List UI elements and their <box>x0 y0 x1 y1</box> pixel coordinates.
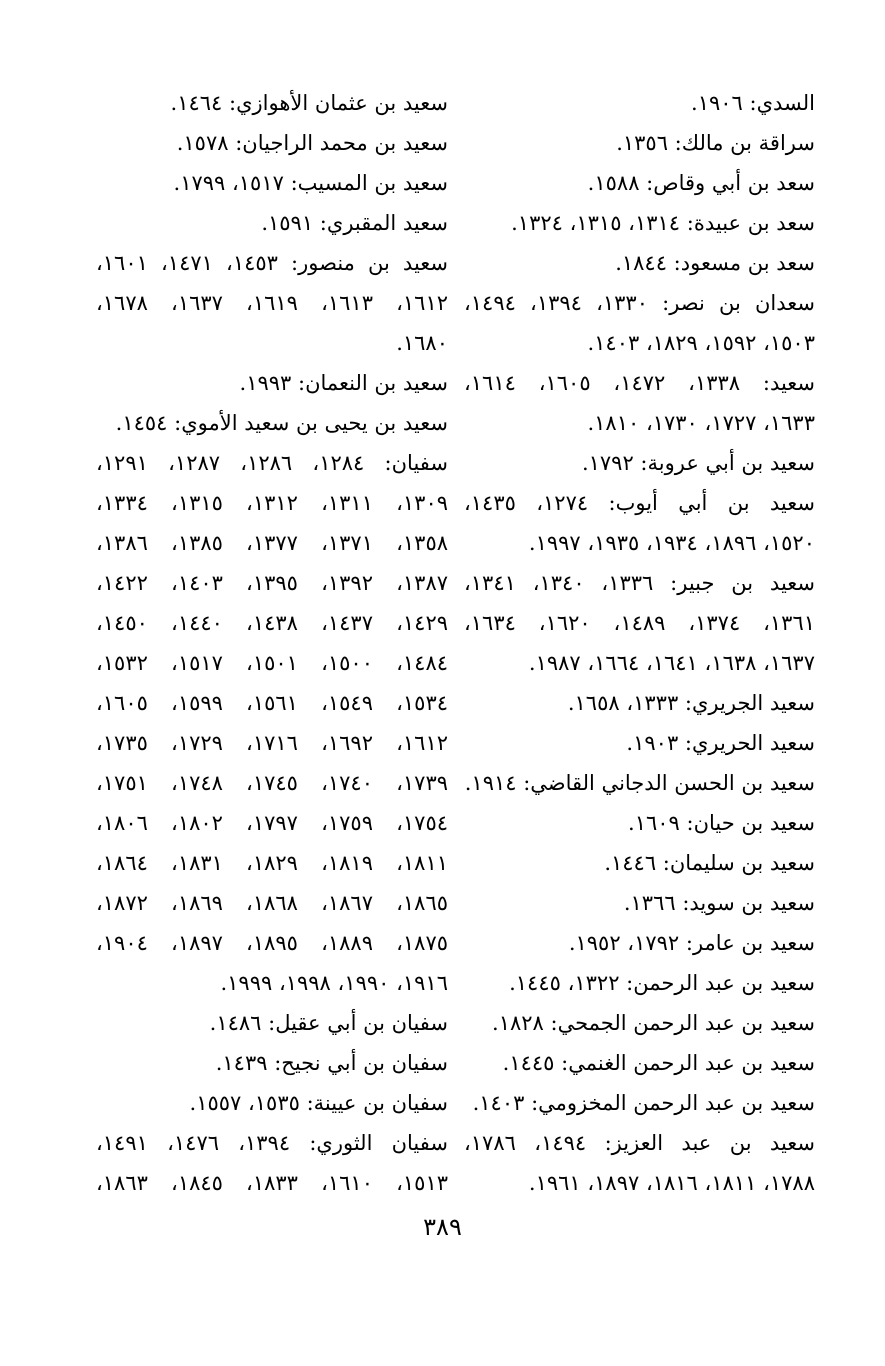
index-entry-line: سعيد بن عبد الرحمن الجمحي: ١٨٢٨. <box>492 1011 815 1035</box>
index-entry-line: سعيد بن عبد الرحمن الغنمي: ١٤٤٥. <box>502 1051 815 1075</box>
index-entry-line: سعيد بن يحيى بن سعيد الأموي: ١٤٥٤. <box>115 411 448 435</box>
index-entry-line: سعيد بن أبي عروبة: ١٧٩٢. <box>581 451 815 475</box>
index-entry-line: سفيان بن أبي عقيل: ١٤٨٦. <box>209 1011 448 1035</box>
index-entry-line: ١٥٢٠، ١٨٩٦، ١٩٣٤، ١٩٣٥، ١٩٩٧. <box>528 531 815 555</box>
index-entry-line: سعيد بن محمد الراجيان: ١٥٧٨. <box>176 131 448 155</box>
index-entry-line: سعيد بن أبي أيوب: ١٢٧٤، ١٤٣٥، <box>464 491 815 515</box>
index-entry-line: سعيد بن عبد العزيز: ١٤٩٤، ١٧٨٦، <box>464 1131 815 1155</box>
index-entry-line: ١٦١٢، ١٦١٣، ١٦١٩، ١٦٣٧، ١٦٧٨، <box>96 291 448 315</box>
index-entry-line: سعيد: ١٣٣٨، ١٤٧٢، ١٦٠٥، ١٦١٤، <box>464 371 815 395</box>
index-entry-line: سفيان الثوري: ١٣٩٤، ١٤٧٦، ١٤٩١، <box>96 1131 448 1155</box>
index-entry-line: سعيد بن عثمان الأهوازي: ١٤٦٤. <box>170 91 448 115</box>
index-entry-line: ١٤٨٤، ١٥٠٠، ١٥٠١، ١٥١٧، ١٥٣٢، <box>96 651 448 675</box>
index-entry-line: سعيد بن جبير: ١٣٣٦، ١٣٤٠، ١٣٤١، <box>464 571 815 595</box>
index-entry-line: ١٥٠٣، ١٥٩٢، ١٨٢٩، ١٤٠٣. <box>587 331 815 355</box>
index-entry-line: ١٤٢٩، ١٤٣٧، ١٤٣٨، ١٤٤٠، ١٤٥٠، <box>96 611 448 635</box>
index-entry-line: ١٦٨٠. <box>396 331 448 355</box>
index-entry-line: ١٧٥٤، ١٧٥٩، ١٧٩٧، ١٨٠٢، ١٨٠٦، <box>96 811 448 835</box>
index-entry-line: ١٨٦٥، ١٨٦٧، ١٨٦٨، ١٨٦٩، ١٨٧٢، <box>96 891 448 915</box>
index-entry-line: ١٦٣٣، ١٧٢٧، ١٧٣٠، ١٨١٠. <box>587 411 815 435</box>
index-entry-line: سعيد بن عبد الرحمن: ١٣٢٢، ١٤٤٥. <box>509 971 815 995</box>
index-entry-line: ١٣٠٩، ١٣١١، ١٣١٢، ١٣١٥، ١٣٣٤، <box>96 491 448 515</box>
index-entry-line: ١٦٣٧، ١٦٣٨، ١٦٤١، ١٦٦٤، ١٩٨٧. <box>528 651 815 675</box>
index-entry-line: ١٨١١، ١٨١٩، ١٨٢٩، ١٨٣١، ١٨٦٤، <box>96 851 448 875</box>
index-entry-line: سعيد بن حيان: ١٦٠٩. <box>628 811 815 835</box>
index-column-right <box>464 83 815 1203</box>
index-entry-line: سعيد بن المسيب: ١٥١٧، ١٧٩٩. <box>173 171 448 195</box>
index-entry-line: سعد بن مسعود: ١٨٤٤. <box>615 251 815 275</box>
index-entry-line: سعيد بن سويد: ١٣٦٦. <box>623 891 815 915</box>
index-entry-line: ١٣٥٨، ١٣٧١، ١٣٧٧، ١٣٨٥، ١٣٨٦، <box>96 531 448 555</box>
index-entry-line: ١٨٧٥، ١٨٨٩، ١٨٩٥، ١٨٩٧، ١٩٠٤، <box>96 931 448 955</box>
index-entry-line: سعيد المقبري: ١٥٩١. <box>261 211 448 235</box>
page-number: ٣٨٩ <box>423 1213 462 1241</box>
index-entry-line: سعيد بن الحسن الدجاني القاضي: ١٩١٤. <box>464 771 815 795</box>
index-entry-line: سعيد بن منصور: ١٤٥٣، ١٤٧١، ١٦٠١، <box>96 251 448 275</box>
index-entry-line: سعيد بن سليمان: ١٤٤٦. <box>604 851 815 875</box>
index-entry-line: سفيان بن أبي نجيح: ١٤٣٩. <box>215 1051 448 1075</box>
index-entry-line: سعد بن أبي وقاص: ١٥٨٨. <box>587 171 815 195</box>
index-entry-line: سعيد الجريري: ١٣٣٣، ١٦٥٨. <box>567 691 815 715</box>
index-entry-line: سعيد بن عامر: ١٧٩٢، ١٩٥٢. <box>568 931 815 955</box>
index-entry-line: سعيد الحريري: ١٩٠٣. <box>626 731 815 755</box>
index-entry-line: سفيان بن عيينة: ١٥٣٥، ١٥٥٧. <box>189 1091 448 1115</box>
index-column-left <box>96 83 448 1203</box>
index-entry-line: ١٦١٢، ١٦٩٢، ١٧١٦، ١٧٢٩، ١٧٣٥، <box>96 731 448 755</box>
index-entry-line: ١٩١٦، ١٩٩٠، ١٩٩٨، ١٩٩٩. <box>220 971 448 995</box>
index-entry-line: سعدان بن نصر: ١٣٣٠، ١٣٩٤، ١٤٩٤، <box>464 291 815 315</box>
index-entry-line: ١٧٨٨، ١٨١١، ١٨١٦، ١٨٩٧، ١٩٦١. <box>528 1171 815 1195</box>
index-entry-line: ١٥٣٤، ١٥٤٩، ١٥٦١، ١٥٩٩، ١٦٠٥، <box>96 691 448 715</box>
index-entry-line: ١٧٣٩، ١٧٤٠، ١٧٤٥، ١٧٤٨، ١٧٥١، <box>96 771 448 795</box>
index-entry-line: سعد بن عبيدة: ١٣١٤، ١٣١٥، ١٣٢٤. <box>511 211 815 235</box>
index-entry-line: سراقة بن مالك: ١٣٥٦. <box>616 131 815 155</box>
index-entry-line: سفيان: ١٢٨٤، ١٢٨٦، ١٢٨٧، ١٢٩١، <box>96 451 448 475</box>
index-entry-line: ١٣٦١، ١٣٧٤، ١٤٨٩، ١٦٢٠، ١٦٣٤، <box>464 611 815 635</box>
index-entry-line: ١٣٨٧، ١٣٩٢، ١٣٩٥، ١٤٠٣، ١٤٢٢، <box>96 571 448 595</box>
index-entry-line: سعيد بن النعمان: ١٩٩٣. <box>239 371 448 395</box>
index-entry-line: السدي: ١٩٠٦. <box>691 91 815 115</box>
index-entry-line: سعيد بن عبد الرحمن المخزومي: ١٤٠٣. <box>472 1091 815 1115</box>
index-entry-line: ١٥١٣، ١٦١٠، ١٨٣٣، ١٨٤٥، ١٨٦٣، <box>96 1171 448 1195</box>
